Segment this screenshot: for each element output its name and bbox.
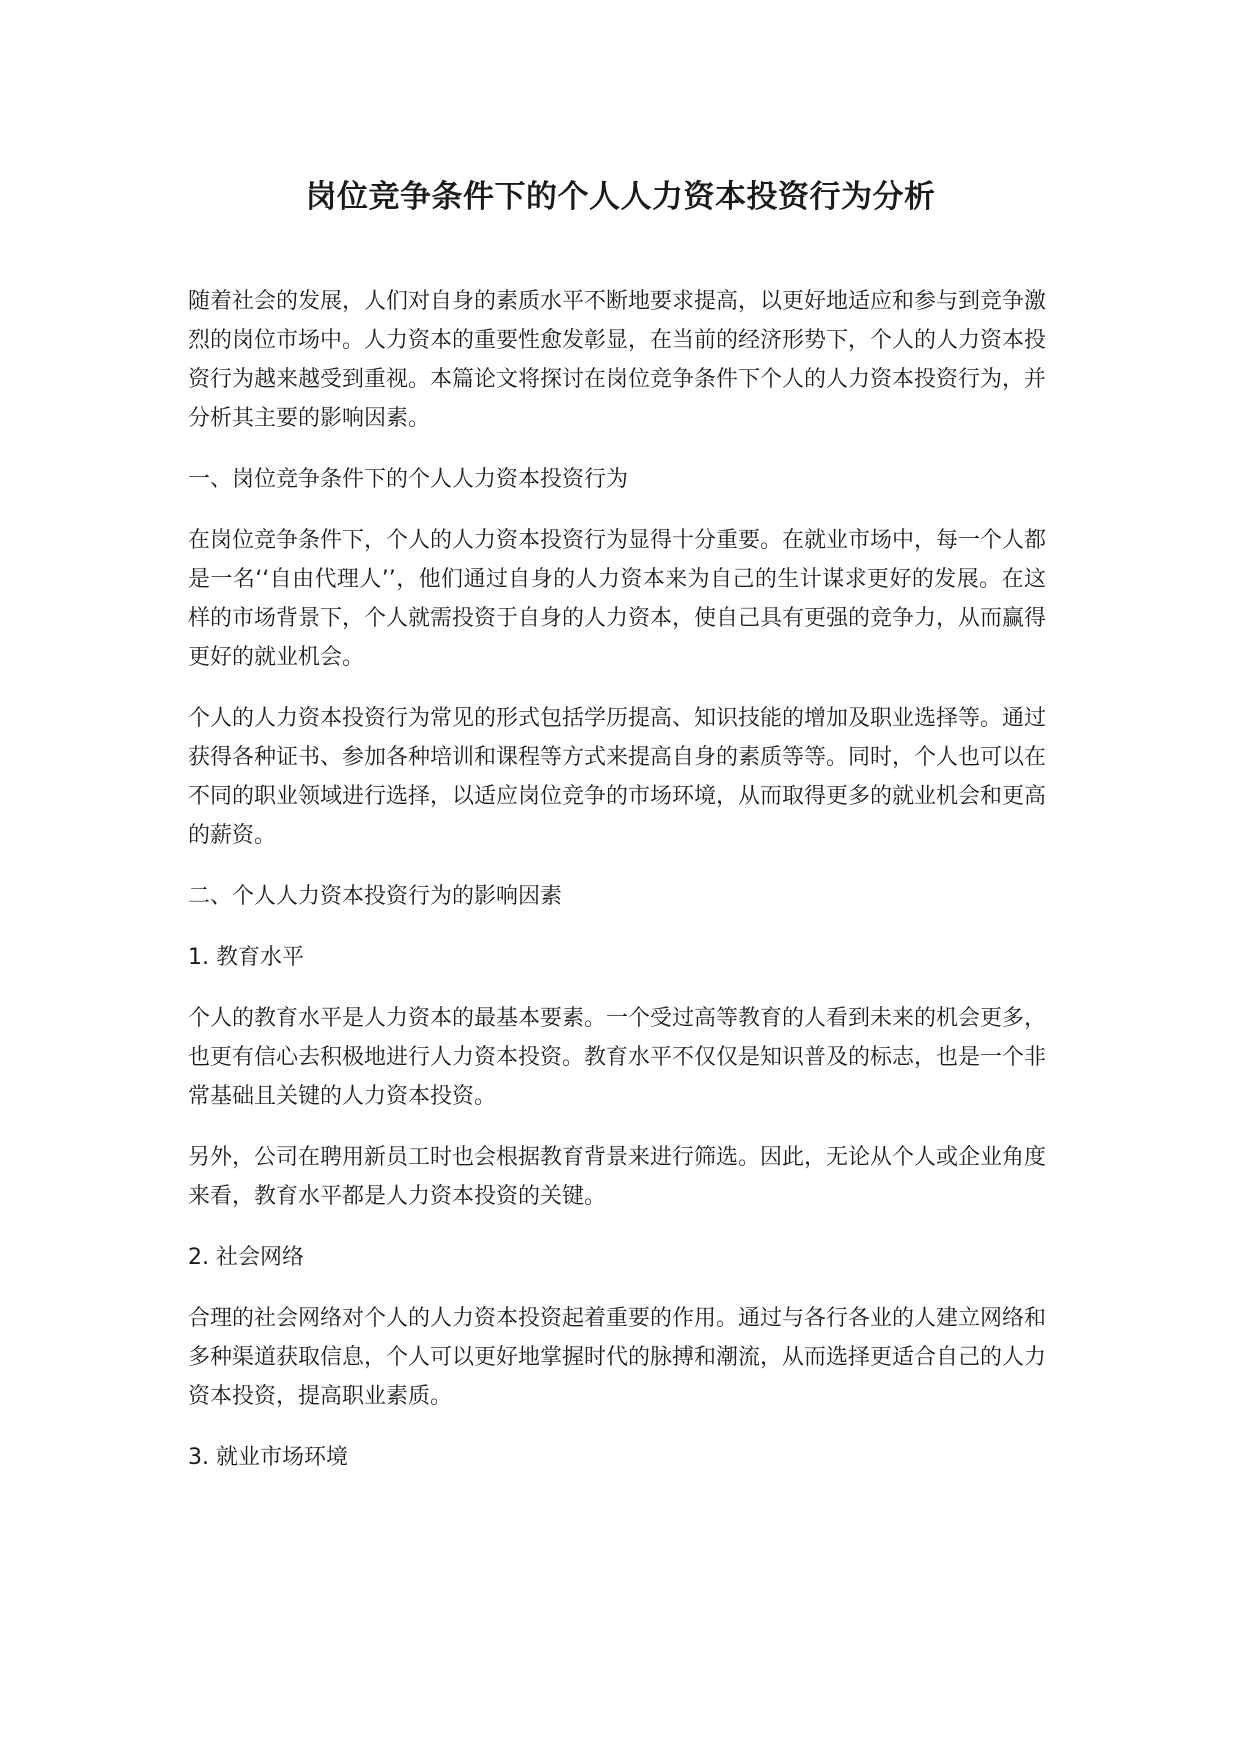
document-title: 岗位竞争条件下的个人人力资本投资行为分析: [305, 179, 936, 215]
social-network-paragraph: 合理的社会网络对个人的人力资本投资起着重要的作用。通过与各行各业的人建立网络和多种渠道获取信息，个人可以更好地掌握时代的脉搏和潮流，从而选择更适合自己的人力资本投资，提高职业素质。: [188, 1306, 1047, 1409]
section-heading-2: 二、个人人力资本投资行为的影响因素: [188, 884, 563, 909]
subsection-heading-social-network: 2. 社会网络: [188, 1245, 304, 1270]
subsection-heading-job-market: 3. 就业市场环境: [188, 1445, 348, 1470]
intro-paragraph: 随着社会的发展，人们对自身的素质水平不断地要求提高，以更好地适应和参与到竞争激烈的岗位市场中。人力资本的重要性愈发彰显，在当前的经济形势下，个人的人力资本投资行为越来越受到重视。本篇论文将探讨在岗位竞争条件下个人的人力资本投资行为，并分析其主要的影响因素。: [188, 289, 1047, 431]
section-1-paragraph-1: 在岗位竞争条件下，个人的人力资本投资行为显得十分重要。在就业市场中，每一个人都是一名‘‘自由代理人’’，他们通过自身的人力资本来为自己的生计谋求更好的发展。在这样的市场背景下，个人就需投资于自身的人力资本，使自己具有更强的竞争力，从而赢得更好的就业机会。: [188, 528, 1047, 670]
education-paragraph-2: 另外，公司在聘用新员工时也会根据教育背景来进行筛选。因此，无论从个人或企业角度来看，教育水平都是人力资本投资的关键。: [188, 1145, 1047, 1209]
subsection-heading-education: 1. 教育水平: [188, 945, 304, 970]
section-heading-1: 一、岗位竞争条件下的个人人力资本投资行为: [188, 467, 629, 492]
document-body: [188, 282, 1046, 1499]
education-paragraph-1: 个人的教育水平是人力资本的最基本要素。一个受过高等教育的人看到未来的机会更多，也更有信心去积极地进行人力资本投资。教育水平不仅仅是知识普及的标志，也是一个非常基础且关键的人力资本投资。: [188, 1006, 1047, 1109]
section-1-paragraph-2: 个人的人力资本投资行为常见的形式包括学历提高、知识技能的增加及职业选择等。通过获得各种证书、参加各种培训和课程等方式来提高自身的素质等等。同时，个人也可以在不同的职业领域进行选择，以适应岗位竞争的市场环境，从而取得更多的就业机会和更高的薪资。: [188, 706, 1047, 848]
